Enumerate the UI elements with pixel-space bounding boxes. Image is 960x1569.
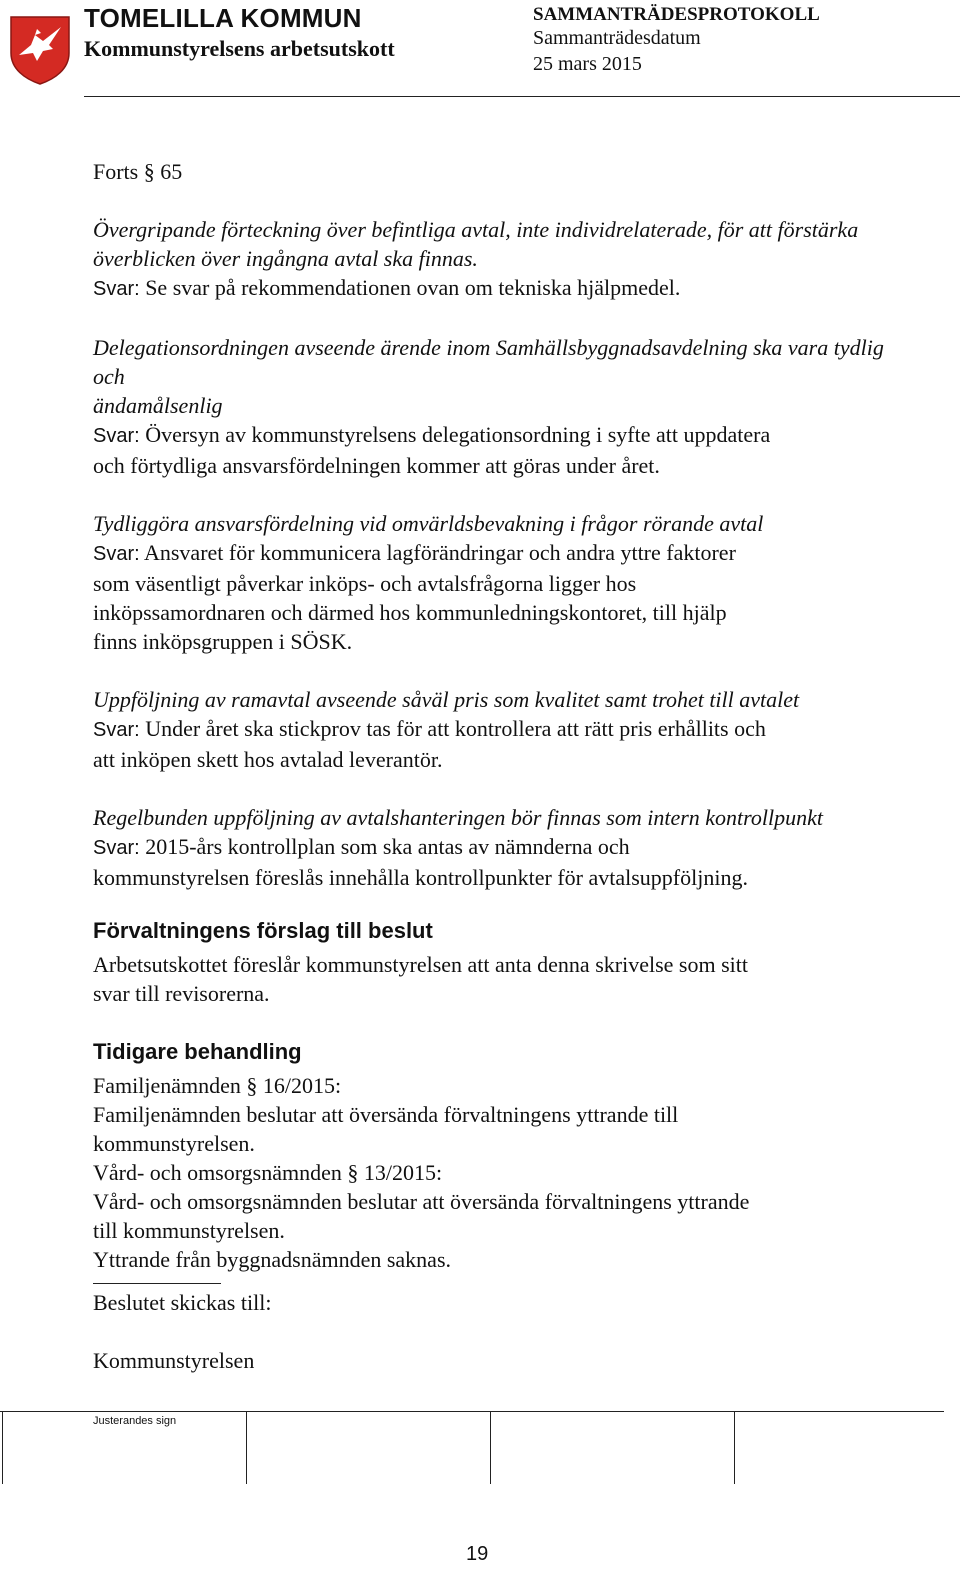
signature-footer (0, 1411, 944, 1484)
answer-text: finns inköpsgruppen i SÖSK. (93, 629, 353, 654)
history-line: Familjenämnden beslutar att översända förvaltningens yttrande till (93, 1102, 679, 1127)
answer-text: Se svar på rekommendationen ovan om tekniska hjälpmedel. (145, 275, 681, 300)
answer-text: och förtydliga ansvarsfördelningen kommer att göras under året. (93, 453, 660, 478)
answer-text: 2015-års kontrollplan som ska antas av nämnderna och (145, 834, 630, 859)
audit-item (93, 803, 893, 892)
signature-cell (246, 1412, 247, 1484)
audit-answer (93, 273, 893, 304)
answer-label: Svar: (93, 278, 140, 300)
signature-label: Justerandes sign (93, 1415, 177, 1427)
protocol-title: SAMMANTRÄDESPROTOKOLL (533, 4, 820, 25)
proposal-text: Arbetsutskottet föreslår kommunstyrelsen att anta denna skrivelse som sitt (93, 952, 748, 977)
distribution-divider (93, 1283, 221, 1284)
meeting-date-label: Sammanträdesdatum (533, 27, 701, 49)
history-line: Vård- och omsorgsnämnden § 13/2015: (93, 1160, 443, 1185)
answer-label: Svar: (93, 837, 140, 859)
history-line: Familjenämnden § 16/2015: (93, 1073, 342, 1098)
signature-cell (2, 1412, 3, 1484)
answer-text: Under året ska stickprov tas för att kontrollera att rätt pris erhållits och (145, 716, 766, 741)
answer-label: Svar: (93, 425, 140, 447)
audit-question: överblicken över ingångna avtal ska finnas. (93, 246, 478, 271)
municipal-coat-of-arms-logo (9, 15, 71, 85)
meeting-date-value: 25 mars 2015 (533, 53, 642, 75)
history-heading: Tidigare behandling (93, 1039, 302, 1064)
history-line: Vård- och omsorgsnämnden beslutar att översända förvaltningens yttrande (93, 1189, 750, 1214)
signature-cell (490, 1412, 491, 1484)
audit-item (93, 333, 893, 480)
answer-label: Svar: (93, 543, 140, 565)
audit-item (93, 685, 893, 774)
audit-answer (93, 420, 893, 451)
answer-text: Översyn av kommunstyrelsens delegationsordning i syfte att uppdatera (145, 422, 771, 447)
audit-answer (93, 832, 893, 863)
distribution-label: Beslutet skickas till: (93, 1290, 272, 1315)
answer-text: att inköpen skett hos avtalad leverantör. (93, 747, 443, 772)
answer-text: inköpssamordnaren och därmed hos kommunledningskontoret, till hjälp (93, 600, 727, 625)
distribution-recipient: Kommunstyrelsen (93, 1348, 255, 1373)
audit-question: Övergripande förteckning över befintliga avtal, inte individrelaterade, för att förstärka (93, 217, 859, 242)
audit-question: Tydliggöra ansvarsfördelning vid omvärldsbevakning i frågor rörande avtal (93, 511, 764, 536)
answer-label: Svar: (93, 719, 140, 741)
history-line: kommunstyrelsen. (93, 1131, 255, 1156)
answer-text: kommunstyrelsen föreslås innehålla kontrollpunkter för avtalsuppföljning. (93, 865, 748, 890)
page-number: 19 (466, 1543, 489, 1565)
signature-cell (734, 1412, 735, 1484)
committee-name: Kommunstyrelsens arbetsutskott (84, 36, 395, 61)
header-divider (84, 96, 960, 97)
audit-question: Regelbunden uppföljning av avtalshanteringen bör finnas som intern kontrollpunkt (93, 805, 823, 830)
answer-text: Ansvaret för kommunicera lagförändringar och andra yttre faktorer (143, 540, 736, 565)
audit-answer (93, 714, 893, 745)
proposal-heading: Förvaltningens förslag till beslut (93, 918, 433, 943)
continuation-marker: Forts § 65 (93, 159, 183, 184)
audit-item (93, 509, 893, 656)
audit-answer (93, 538, 893, 569)
audit-question: Uppföljning av ramavtal avseende såväl pris som kvalitet samt trohet till avtalet (93, 687, 800, 712)
history-line: Yttrande från byggnadsnämnden saknas. (93, 1247, 452, 1272)
page-header (0, 0, 960, 100)
audit-item (93, 215, 893, 304)
audit-question: Delegationsordningen avseende ärende inom Samhällsbyggnadsavdelning ska vara tydlig och (93, 335, 884, 389)
history-line: till kommunstyrelsen. (93, 1218, 285, 1243)
audit-question: ändamålsenlig (93, 393, 223, 418)
answer-text: som väsentligt påverkar inköps- och avtalsfrågorna ligger hos (93, 571, 637, 596)
proposal-text: svar till revisorerna. (93, 981, 270, 1006)
protocol-body (93, 157, 893, 1375)
organization-name: TOMELILLA KOMMUN (84, 3, 362, 33)
